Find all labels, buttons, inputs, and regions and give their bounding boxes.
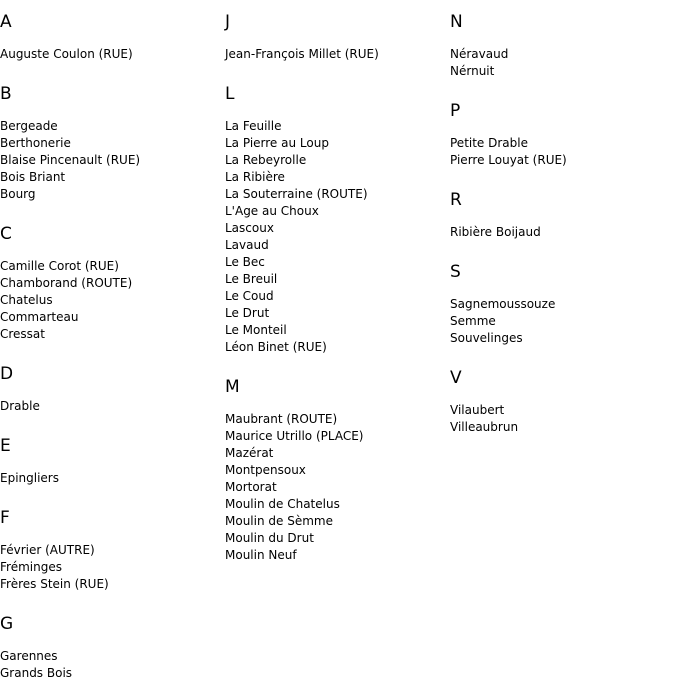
- street-link[interactable]: Moulin Neuf: [225, 548, 297, 562]
- letter-group: [0, 614, 225, 682]
- letter-heading: N: [450, 12, 463, 32]
- street-link[interactable]: Garennes: [0, 649, 58, 663]
- letter-group: [450, 12, 675, 80]
- street-link[interactable]: La Rebeyrolle: [225, 153, 307, 167]
- street-link[interactable]: Nérnuit: [450, 64, 495, 78]
- street-list: [0, 470, 225, 487]
- street-list: [0, 542, 225, 593]
- street-link[interactable]: Epingliers: [0, 471, 59, 485]
- letter-heading: J: [225, 12, 231, 32]
- street-link[interactable]: Semme: [450, 314, 496, 328]
- index-column: [225, 0, 450, 564]
- letter-heading: R: [450, 190, 462, 210]
- street-link[interactable]: Le Breuil: [225, 272, 278, 286]
- street-link[interactable]: Sagnemoussouze: [450, 297, 556, 311]
- street-link[interactable]: Souvelinges: [450, 331, 523, 345]
- letter-group: [450, 262, 675, 347]
- street-link[interactable]: Vilaubert: [450, 403, 505, 417]
- street-link[interactable]: Petite Drable: [450, 136, 528, 150]
- street-link[interactable]: Grands Bois: [0, 666, 73, 680]
- letter-group: [450, 101, 675, 169]
- street-link[interactable]: Berthonerie: [0, 136, 71, 150]
- street-link[interactable]: Jean-François Millet (RUE): [225, 47, 379, 61]
- street-link[interactable]: Néravaud: [450, 47, 509, 61]
- street-link[interactable]: La Feuille: [225, 119, 282, 133]
- letter-heading: P: [450, 101, 461, 121]
- street-list: [450, 135, 675, 169]
- letter-heading: F: [0, 508, 10, 528]
- street-link[interactable]: Chamborand (ROUTE): [0, 276, 133, 290]
- street-link[interactable]: La Ribière: [225, 170, 285, 184]
- letter-heading: G: [0, 614, 14, 634]
- street-link[interactable]: Bergeade: [0, 119, 58, 133]
- street-link[interactable]: Mortorat: [225, 480, 277, 494]
- street-link[interactable]: Léon Binet (RUE): [225, 340, 327, 354]
- street-link[interactable]: Le Bec: [225, 255, 265, 269]
- street-link[interactable]: Maurice Utrillo (PLACE): [225, 429, 364, 443]
- letter-heading: S: [450, 262, 461, 282]
- street-list: [450, 402, 675, 436]
- street-link[interactable]: La Souterraine (ROUTE): [225, 187, 368, 201]
- street-link[interactable]: Villeaubrun: [450, 420, 519, 434]
- street-link[interactable]: Mazérat: [225, 446, 274, 460]
- street-link[interactable]: Lascoux: [225, 221, 274, 235]
- street-link[interactable]: Chatelus: [0, 293, 53, 307]
- letter-heading: D: [0, 364, 14, 384]
- street-link[interactable]: Auguste Coulon (RUE): [0, 47, 133, 61]
- street-list: [450, 296, 675, 347]
- letter-group: [225, 84, 450, 356]
- letter-heading: A: [0, 12, 12, 32]
- street-link[interactable]: Drable: [0, 399, 40, 413]
- letter-heading: C: [0, 224, 12, 244]
- street-list: [450, 224, 675, 241]
- street-link[interactable]: Le Coud: [225, 289, 274, 303]
- letter-group: [0, 84, 225, 203]
- letter-heading: E: [0, 436, 11, 456]
- street-link[interactable]: Montpensoux: [225, 463, 306, 477]
- letter-group: [0, 508, 225, 593]
- street-list: [0, 648, 225, 682]
- street-link[interactable]: Février (AUTRE): [0, 543, 95, 557]
- street-link[interactable]: Frères Stein (RUE): [0, 577, 109, 591]
- street-list: [0, 46, 225, 63]
- street-list: [0, 398, 225, 415]
- street-link[interactable]: Pierre Louyat (RUE): [450, 153, 567, 167]
- street-link[interactable]: Ribière Boijaud: [450, 225, 541, 239]
- letter-group: [225, 377, 450, 564]
- street-link[interactable]: Maubrant (ROUTE): [225, 412, 338, 426]
- street-link[interactable]: Fréminges: [0, 560, 62, 574]
- street-list: [450, 46, 675, 80]
- letter-group: [0, 224, 225, 343]
- street-link[interactable]: La Pierre au Loup: [225, 136, 329, 150]
- letter-group: [225, 12, 450, 63]
- index-column: [0, 0, 225, 682]
- street-link[interactable]: Camille Corot (RUE): [0, 259, 119, 273]
- street-link[interactable]: Commarteau: [0, 310, 79, 324]
- street-link[interactable]: Blaise Pincenault (RUE): [0, 153, 141, 167]
- street-link[interactable]: Moulin de Chatelus: [225, 497, 340, 511]
- letter-heading: L: [225, 84, 235, 104]
- street-link[interactable]: Bois Briant: [0, 170, 66, 184]
- street-list: [225, 118, 450, 356]
- street-link[interactable]: Moulin de Sèmme: [225, 514, 333, 528]
- street-link[interactable]: Le Monteil: [225, 323, 287, 337]
- letter-group: [0, 364, 225, 415]
- letter-heading: B: [0, 84, 12, 104]
- street-link[interactable]: L'Age au Choux: [225, 204, 319, 218]
- letter-heading: V: [450, 368, 462, 388]
- street-list: [0, 118, 225, 203]
- street-link[interactable]: Le Drut: [225, 306, 270, 320]
- street-link[interactable]: Bourg: [0, 187, 36, 201]
- letter-group: [0, 436, 225, 487]
- street-list: [225, 46, 450, 63]
- street-list: [0, 258, 225, 343]
- index-column: [450, 0, 675, 436]
- letter-heading: M: [225, 377, 240, 397]
- letter-group: [450, 190, 675, 241]
- street-link[interactable]: Cressat: [0, 327, 45, 341]
- letter-group: [0, 12, 225, 63]
- letter-group: [450, 368, 675, 436]
- street-link[interactable]: Moulin du Drut: [225, 531, 314, 545]
- street-link[interactable]: Lavaud: [225, 238, 269, 252]
- street-list: [225, 411, 450, 564]
